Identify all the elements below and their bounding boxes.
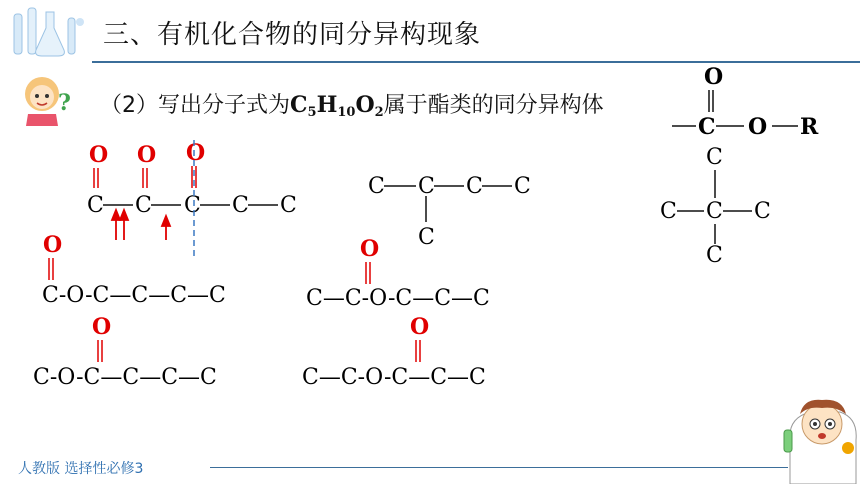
ester-structure-4 xyxy=(302,314,486,390)
carbon-atom: C xyxy=(87,193,104,218)
carbon-atom: C xyxy=(514,174,531,199)
footer-edition-label: 人教版 选择性必修3 xyxy=(18,461,144,477)
carbon-atom: C xyxy=(418,225,435,250)
ester-structure-3 xyxy=(33,314,217,390)
r-group: R xyxy=(800,114,819,140)
oxygen-atom: O xyxy=(360,236,380,262)
ester-general-structure xyxy=(660,64,819,268)
question-suffix: 属于酯类的同分异构体 xyxy=(383,93,604,118)
svg-text:?: ? xyxy=(58,90,71,116)
ester-chain-text: C-O-C—C—C—C xyxy=(33,365,217,390)
oxygen-atom: O xyxy=(186,140,206,166)
molecular-formula: $C_5H_{10}O_2$ xyxy=(290,92,384,120)
ester-structure-2 xyxy=(306,236,490,311)
oxygen-atom: O xyxy=(410,314,430,340)
oxygen-atom: O xyxy=(748,114,768,140)
carbon-atom: C xyxy=(232,193,249,218)
carbon-atom: C xyxy=(706,243,723,268)
footer-divider xyxy=(210,467,788,468)
carbon-atom: C xyxy=(706,199,723,224)
branched-carbon-skeleton xyxy=(368,174,531,250)
carbon-chain-with-carbonyl-positions xyxy=(87,140,297,258)
ester-chain-text: C-O-C—C—C—C xyxy=(42,283,226,308)
oxygen-atom: O xyxy=(704,64,724,90)
scientist-mascot-icon xyxy=(784,400,856,484)
carbon-atom: C xyxy=(135,193,152,218)
oxygen-atom: O xyxy=(89,142,109,168)
carbon-atom: C xyxy=(698,114,716,140)
oxygen-atom: O xyxy=(92,314,112,340)
oxygen-atom: O xyxy=(43,232,63,258)
carbon-atom: C xyxy=(184,193,201,218)
carbon-atom: C xyxy=(754,199,771,224)
carbon-atom: C xyxy=(660,199,677,224)
question-prefix: （2）写出分子式为 xyxy=(100,93,290,118)
carbon-atom: C xyxy=(466,174,483,199)
carbon-atom: C xyxy=(706,145,723,170)
ester-structure-1 xyxy=(42,232,226,308)
carbon-atom: C xyxy=(280,193,297,218)
oxygen-atom: O xyxy=(137,142,157,168)
ester-chain-text: C—C-O-C—C—C xyxy=(306,286,490,311)
page-title: 三、有机化合物的同分异构现象 xyxy=(103,20,482,50)
carbon-atom: C xyxy=(418,174,435,199)
ester-chain-text: C—C-O-C—C—C xyxy=(302,365,486,390)
carbon-atom: C xyxy=(368,174,385,199)
